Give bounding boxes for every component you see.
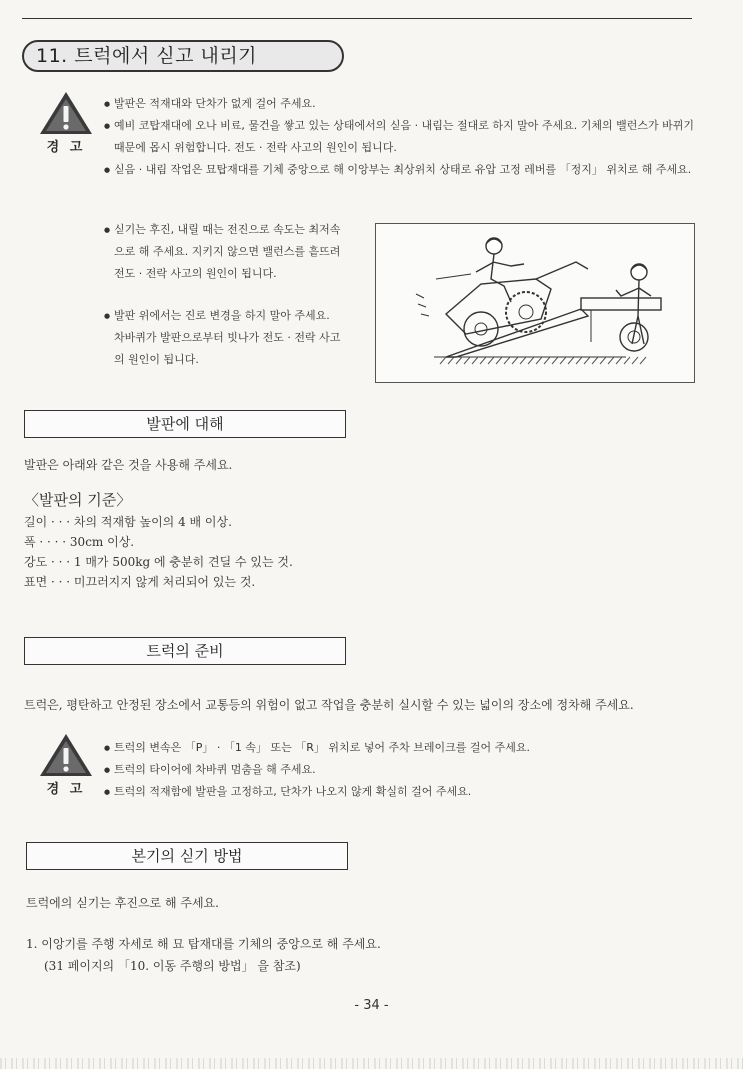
ramp-standard-item: 폭 · · · · 30cm 이상. bbox=[24, 535, 135, 549]
caution-list bbox=[104, 219, 342, 371]
loading-intro: 트럭에의 싣기는 후진으로 해 주세요. bbox=[26, 896, 219, 910]
warning-list-1 bbox=[104, 93, 694, 181]
caution-item: ● 싣기는 후진, 내릴 때는 전진으로 속도는 최저속으로 해 주세요. 지키지 않으면 밸런스를 흩뜨려 전도 · 전락 사고의 원인이 됩니다. bbox=[104, 219, 342, 285]
ramp-standard-item: 강도 · · · 1 매가 500kg 에 충분히 견딜 수 있는 것. bbox=[24, 555, 293, 569]
heading-truck: 트럭의 준비 bbox=[24, 637, 346, 665]
warning-item: ● 발판은 적재대와 단차가 없게 걸어 주세요. bbox=[104, 93, 694, 115]
warning-block-2 bbox=[38, 732, 94, 797]
section-title: 11. 트럭에서 싣고 내리기 bbox=[36, 45, 258, 67]
warning-triangle-icon bbox=[38, 90, 94, 136]
caution-item: ● 발판 위에서는 진로 변경을 하지 말아 주세요. 차바퀴가 발판으로부터 빗나가 전도 · 전락 사고의 원인이 됩니다. bbox=[104, 305, 342, 371]
heading-ramp: 발판에 대해 bbox=[24, 410, 346, 438]
warning-label: 경 고 bbox=[46, 782, 86, 797]
warning-item: ● 예비 코탑재대에 오나 비료, 물건을 쌓고 있는 상태에서의 싣음 · 내림는 절대로 하지 말아 주세요. 기체의 밸런스가 바뀌기 때문에 몹시 위험합니다. 전도 · 전락 사고의 원인이 됩니다. bbox=[104, 115, 694, 159]
ramp-standard-item: 길이 · · · 차의 적재함 높이의 4 배 이상. bbox=[24, 515, 232, 529]
ramp-standard-list bbox=[24, 512, 293, 592]
warning-block-1 bbox=[38, 90, 94, 155]
warning-item: ● 싣음 · 내림 작업은 묘탑재대를 기체 중앙으로 해 이앙부는 최상위치 상태로 유압 고정 레버를 「정지」 위치로 해 주세요. bbox=[104, 159, 694, 181]
warning-triangle-icon bbox=[38, 732, 94, 778]
warning-item: ● 트럭의 변속은 「P」 · 「1 속」 또는 「R」 위치로 넣어 주차 브레이크를 걸어 주세요. bbox=[104, 737, 704, 759]
warning-list-2 bbox=[104, 737, 704, 803]
scan-edge bbox=[0, 1058, 743, 1069]
top-rule bbox=[22, 18, 692, 19]
warning-label: 경 고 bbox=[46, 140, 86, 155]
ramp-standard-item: 표면 · · · 미끄러지지 않게 처리되어 있는 것. bbox=[24, 575, 256, 589]
page-number: - 34 - bbox=[354, 998, 389, 1013]
tractor-loading-drawing bbox=[376, 224, 694, 382]
heading-loading: 본기의 싣기 방법 bbox=[26, 842, 348, 870]
warning-item: ● 트럭의 타이어에 차바퀴 멈춤을 해 주세요. bbox=[104, 759, 704, 781]
loading-step-1: 1. 이앙기를 주행 자세로 해 묘 탑재대를 기체의 중앙으로 해 주세요. bbox=[26, 937, 381, 951]
ramp-intro: 발판은 아래와 같은 것을 사용해 주세요. bbox=[24, 458, 233, 472]
truck-intro: 트럭은, 평탄하고 안정된 장소에서 교통등의 위험이 없고 작업을 충분히 실시할 수 있는 넓이의 장소에 정차해 주세요. bbox=[24, 698, 634, 712]
warning-item: ● 트럭의 적재함에 발판을 고정하고, 단차가 나오지 않게 확실히 걸어 주세요. bbox=[104, 781, 704, 803]
loading-illustration bbox=[375, 223, 695, 383]
ramp-standard-title: 〈발판의 기준〉 bbox=[24, 491, 132, 509]
loading-step-1-ref: (31 페이지의 「10. 이동 주행의 방법」 을 참조) bbox=[44, 959, 301, 973]
